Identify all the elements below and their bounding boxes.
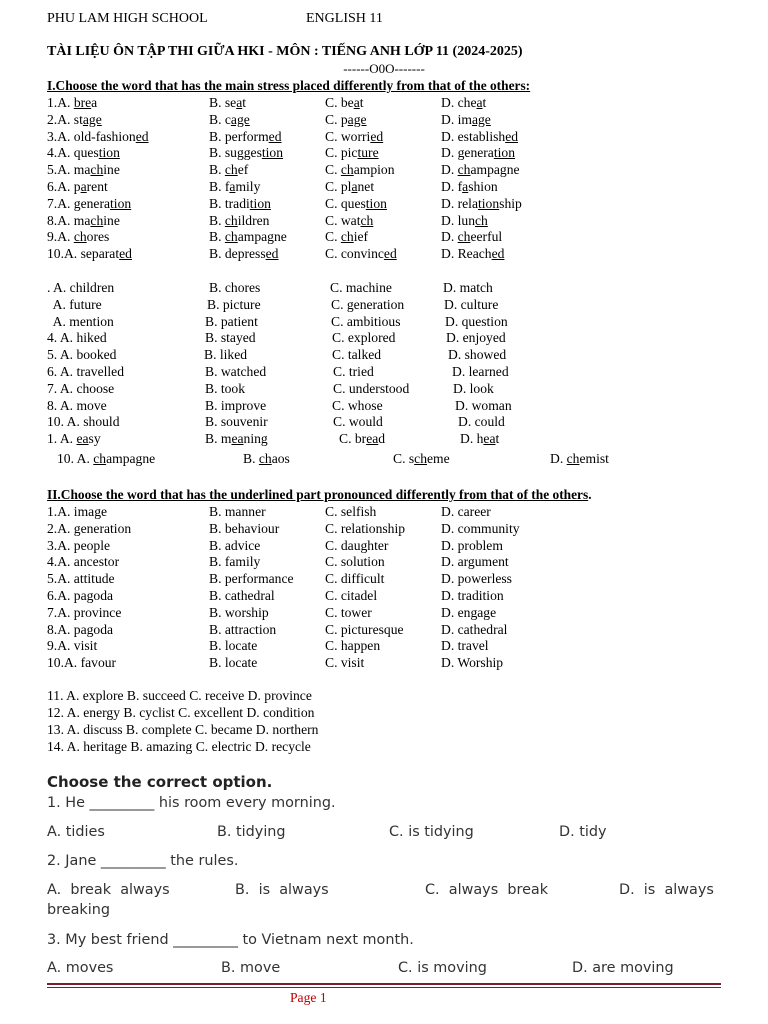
answer-option: B. behaviour xyxy=(209,520,280,536)
answer-option: D. image xyxy=(441,111,491,127)
answer-option: D. question xyxy=(445,313,508,329)
answer-option: B. meaning xyxy=(205,431,268,446)
answer-option: D. champagne xyxy=(441,162,520,178)
answer-option: D. cheerful xyxy=(441,229,503,245)
answer-option: C. machine xyxy=(330,280,392,295)
answer-option: A. future xyxy=(50,296,102,312)
section-3-heading: Choose the correct option. xyxy=(47,773,273,791)
underlined-part: ch xyxy=(224,229,238,245)
answer-option: C. tower xyxy=(325,604,372,620)
answer-option: D. chemist xyxy=(550,451,609,466)
underlined-part: tion xyxy=(261,145,284,161)
answer-option: C. would xyxy=(333,414,383,430)
question-3-option-b: B. move xyxy=(221,960,281,976)
underlined-part: ch xyxy=(90,212,104,228)
answer-option: C. worried xyxy=(325,128,384,144)
answer-option: B. performance xyxy=(209,571,294,587)
answer-option: B. liked xyxy=(204,347,248,363)
answer-option: 5.A. machine xyxy=(47,162,120,178)
answer-option: 7. A. choose xyxy=(47,380,115,396)
underlined-part: age xyxy=(347,111,367,127)
underlined-part: tion xyxy=(365,195,387,211)
answer-option: 1. A. easy xyxy=(47,431,101,446)
answer-option: B. seat xyxy=(209,95,247,110)
page-number: Page 1 xyxy=(290,990,327,1005)
answer-option: 8.A. machine xyxy=(47,212,120,228)
underlined-part: tion xyxy=(493,145,515,161)
answer-option: C. picture xyxy=(325,145,379,161)
question-1-text: 1. He _________ his room every morning. xyxy=(47,795,336,811)
answer-option: D. powerless xyxy=(441,571,512,587)
answer-option: D. Reached xyxy=(441,246,505,262)
answer-option: C. beat xyxy=(325,95,364,110)
answer-option: 7.A. province xyxy=(47,604,122,620)
question-3-text: 3. My best friend _________ to Vietnam next month. xyxy=(47,932,414,948)
underlined-part: ed xyxy=(370,128,384,144)
underlined-part: ea xyxy=(231,431,244,446)
underlined-part: ch xyxy=(457,229,471,245)
answer-option: C. relationship xyxy=(325,520,406,536)
answer-option: D. match xyxy=(443,280,493,295)
subject-name: ENGLISH 11 xyxy=(306,11,383,26)
section-2-heading-period: . xyxy=(588,487,592,502)
underlined-part: ed xyxy=(119,246,132,262)
answer-option: D. heat xyxy=(460,431,500,446)
answer-option: C. chief xyxy=(325,229,369,245)
underlined-part: ed xyxy=(268,128,282,144)
answer-option: B. picture xyxy=(207,296,261,312)
answer-option: 2.A. generation xyxy=(47,520,132,536)
answer-option: 4.A. question xyxy=(47,145,120,161)
answer-option: 6.A. parent xyxy=(47,179,108,194)
answer-option: 5. A. booked xyxy=(47,347,117,363)
answer-option: 4.A. ancestor xyxy=(47,554,120,570)
answer-option: B. patient xyxy=(205,313,258,329)
answer-option: B. attraction xyxy=(209,621,277,637)
answer-option: B. champagne xyxy=(209,229,287,245)
answer-option: D. culture xyxy=(444,296,499,312)
answer-option: B. family xyxy=(209,554,261,570)
answer-option: C. question xyxy=(325,195,387,211)
underlined-part: ea xyxy=(483,431,496,446)
answer-option: 10. A. should xyxy=(47,414,120,430)
section-1-heading: I.Choose the word that has the main stress placed differently from that of the others: xyxy=(47,78,531,93)
answer-option: D. fashion xyxy=(441,179,498,194)
answer-option: C. difficult xyxy=(325,571,385,587)
footer-rule-thick xyxy=(47,983,721,985)
answer-option: D. cheat xyxy=(441,95,487,110)
title-divider: ------O0O------- xyxy=(343,61,425,76)
answer-option: D. could xyxy=(458,414,505,430)
answer-option: C. whose xyxy=(332,397,383,413)
answer-option: B. worship xyxy=(209,604,269,620)
underlined-part: ch xyxy=(360,212,374,228)
underlined-part: ch xyxy=(224,162,238,178)
underlined-part: ch xyxy=(90,162,104,178)
underlined-part: ch xyxy=(93,451,107,466)
underlined-part: age xyxy=(82,111,102,127)
answer-option: C. explored xyxy=(332,330,396,346)
question-2-option-c: C. always break xyxy=(425,882,549,898)
underlined-part: a xyxy=(229,179,236,194)
underlined-part: ture xyxy=(357,145,379,161)
answer-option: 10.A. separated xyxy=(47,246,132,262)
underlined-part: ch xyxy=(457,162,471,178)
answer-option: 6. A. travelled xyxy=(47,364,125,379)
underlined-part: tion xyxy=(478,195,500,211)
answer-option: C. understood xyxy=(333,380,410,396)
answer-option: B. locate xyxy=(209,638,258,654)
answer-option: B. stayed xyxy=(205,330,256,346)
answer-option: B. advice xyxy=(209,537,261,553)
underlined-part: ed xyxy=(265,246,279,262)
answer-option: B. depressed xyxy=(209,246,279,262)
question-2-option-b: B. is always xyxy=(235,882,329,898)
underlined-part: a xyxy=(80,179,87,194)
question-line: 11. A. explore B. succeed C. receive D. province xyxy=(47,688,312,703)
underlined-part: bre xyxy=(73,95,92,110)
underlined-part: ch xyxy=(340,162,354,178)
answer-option: B. suggestion xyxy=(209,145,284,161)
answer-option: D. career xyxy=(441,504,491,519)
answer-option: B. locate xyxy=(209,655,258,671)
answer-option: D. showed xyxy=(448,347,507,363)
answer-option: D. problem xyxy=(441,537,503,553)
answer-option: B. cathedral xyxy=(209,588,275,603)
answer-option: D. argument xyxy=(441,554,509,570)
answer-option: B. chores xyxy=(209,280,261,295)
answer-option: B. souvenir xyxy=(205,414,268,430)
answer-option: C. citadel xyxy=(325,588,378,603)
answer-option: D. travel xyxy=(441,638,489,654)
answer-option: C. tried xyxy=(333,364,374,379)
answer-option: 9.A. chores xyxy=(47,229,110,245)
underlined-part: ed xyxy=(135,128,149,144)
underlined-part: a xyxy=(351,179,358,194)
answer-option: C. daughter xyxy=(325,537,389,553)
answer-option: B. took xyxy=(205,380,246,396)
question-2-option-d-wrap: breaking xyxy=(47,902,110,918)
answer-option: 9.A. visit xyxy=(47,638,98,654)
answer-option: C. watch xyxy=(325,212,374,228)
underlined-part: a xyxy=(462,179,469,194)
answer-option: D. community xyxy=(441,520,520,536)
answer-option: B. chaos xyxy=(243,451,290,466)
underlined-part: ch xyxy=(340,229,354,245)
answer-option: C. generation xyxy=(331,296,405,312)
question-line: 12. A. energy B. cyclist C. excellent D. condition xyxy=(47,705,315,720)
answer-option: 8.A. pagoda xyxy=(47,621,114,637)
school-name: PHU LAM HIGH SCHOOL xyxy=(47,11,208,26)
question-1-option-d: D. tidy xyxy=(559,824,607,840)
answer-option: 4. A. hiked xyxy=(47,330,107,346)
answer-option: A. mention xyxy=(50,313,114,329)
answer-option: 7.A. generation xyxy=(47,195,132,211)
answer-option: B. chef xyxy=(209,162,249,178)
answer-option: . A. children xyxy=(47,280,115,295)
question-1-option-c: C. is tidying xyxy=(389,824,474,840)
question-2-option-d: D. is always xyxy=(619,882,714,898)
answer-option: 10. A. champagne xyxy=(57,451,156,466)
answer-option: D. relationship xyxy=(441,195,522,211)
answer-option: D. learned xyxy=(452,364,509,379)
answer-option: C. scheme xyxy=(393,451,450,466)
answer-option: D. Worship xyxy=(441,655,504,671)
question-2-option-a: A. break always xyxy=(47,882,170,898)
answer-option: D. cathedral xyxy=(441,621,508,637)
question-1-option-a: A. tidies xyxy=(47,824,105,840)
answer-option: 3.A. people xyxy=(47,537,111,553)
underlined-part: age xyxy=(471,111,491,127)
answer-option: C. planet xyxy=(325,179,375,194)
answer-option: D. woman xyxy=(455,397,512,413)
answer-option: 6.A. pagoda xyxy=(47,588,114,603)
answer-option: C. visit xyxy=(325,655,365,671)
answer-option: C. ambitious xyxy=(331,313,401,329)
answer-option: B. children xyxy=(209,212,270,228)
answer-option: 2.A. stage xyxy=(47,111,102,127)
answer-option: 8. A. move xyxy=(47,397,107,413)
underlined-part: ch xyxy=(474,212,488,228)
question-2-text: 2. Jane _________ the rules. xyxy=(47,853,239,869)
answer-option: 1.A. image xyxy=(47,504,108,519)
underlined-part: a xyxy=(236,95,243,110)
underlined-part: ed xyxy=(505,128,519,144)
answer-option: 10.A. favour xyxy=(47,655,117,671)
question-3-option-d: D. are moving xyxy=(572,960,674,976)
answer-option: D. look xyxy=(453,380,494,396)
underlined-part: tion xyxy=(98,145,120,161)
question-1-option-b: B. tidying xyxy=(217,824,286,840)
underlined-part: tion xyxy=(249,195,271,211)
answer-option: B. cage xyxy=(209,111,250,127)
answer-option: C. convinced xyxy=(325,246,397,262)
answer-option: C. bread xyxy=(339,431,386,446)
underlined-part: a xyxy=(476,95,483,110)
answer-option: B. watched xyxy=(205,364,267,379)
document-title: TÀI LIỆU ÔN TẬP THI GIỮA HKI - MÔN : TIẾNG ANH LỚP 11 (2024-2025) xyxy=(47,44,523,59)
underlined-part: ch xyxy=(224,212,238,228)
underlined-part: a xyxy=(353,95,360,110)
footer-rule-thin xyxy=(47,987,721,988)
underlined-part: tion xyxy=(110,195,132,211)
question-line: 14. A. heritage B. amazing C. electric D. recycle xyxy=(47,739,311,754)
underlined-part: ch xyxy=(414,451,427,466)
answer-option: C. champion xyxy=(325,162,395,178)
answer-option: D. established xyxy=(441,128,519,144)
answer-option: C. selfish xyxy=(325,504,377,519)
answer-option: D. engage xyxy=(441,604,497,620)
section-2-heading-text: II.Choose the word that has the underlined part pronounced differently from that of the others xyxy=(47,487,589,502)
underlined-part: ea xyxy=(366,431,379,446)
underlined-part: ed xyxy=(383,246,397,262)
answer-option: 1.A. brea xyxy=(47,95,98,110)
answer-option: C. page xyxy=(325,111,367,127)
answer-option: 3.A. old-fashioned xyxy=(47,128,149,144)
answer-option: D. tradition xyxy=(441,588,504,603)
answer-option: B. manner xyxy=(209,504,266,519)
answer-option: B. performed xyxy=(209,128,282,144)
section-2-heading xyxy=(47,487,592,503)
underlined-part: ch xyxy=(73,229,87,245)
answer-option: 5.A. attitude xyxy=(47,571,115,587)
underlined-part: ed xyxy=(491,246,505,262)
answer-option: C. solution xyxy=(325,554,385,570)
underlined-part: ch xyxy=(566,451,580,466)
question-3-option-a: A. moves xyxy=(47,960,114,976)
question-line: 13. A. discuss B. complete C. became D. northern xyxy=(47,722,319,737)
answer-option: D. generation xyxy=(441,145,515,161)
question-3-option-c: C. is moving xyxy=(398,960,487,976)
answer-option: D. enjoyed xyxy=(446,330,506,346)
answer-option: C. picturesque xyxy=(325,621,404,637)
answer-option: B. improve xyxy=(205,397,267,413)
underlined-part: age xyxy=(230,111,250,127)
answer-option: B. tradition xyxy=(209,195,271,211)
underlined-part: ch xyxy=(258,451,272,466)
answer-option: C. happen xyxy=(325,638,381,654)
underlined-part: ea xyxy=(76,431,89,446)
answer-option: C. talked xyxy=(332,347,382,363)
answer-option: B. family xyxy=(209,179,261,194)
answer-option: D. lunch xyxy=(441,212,488,228)
